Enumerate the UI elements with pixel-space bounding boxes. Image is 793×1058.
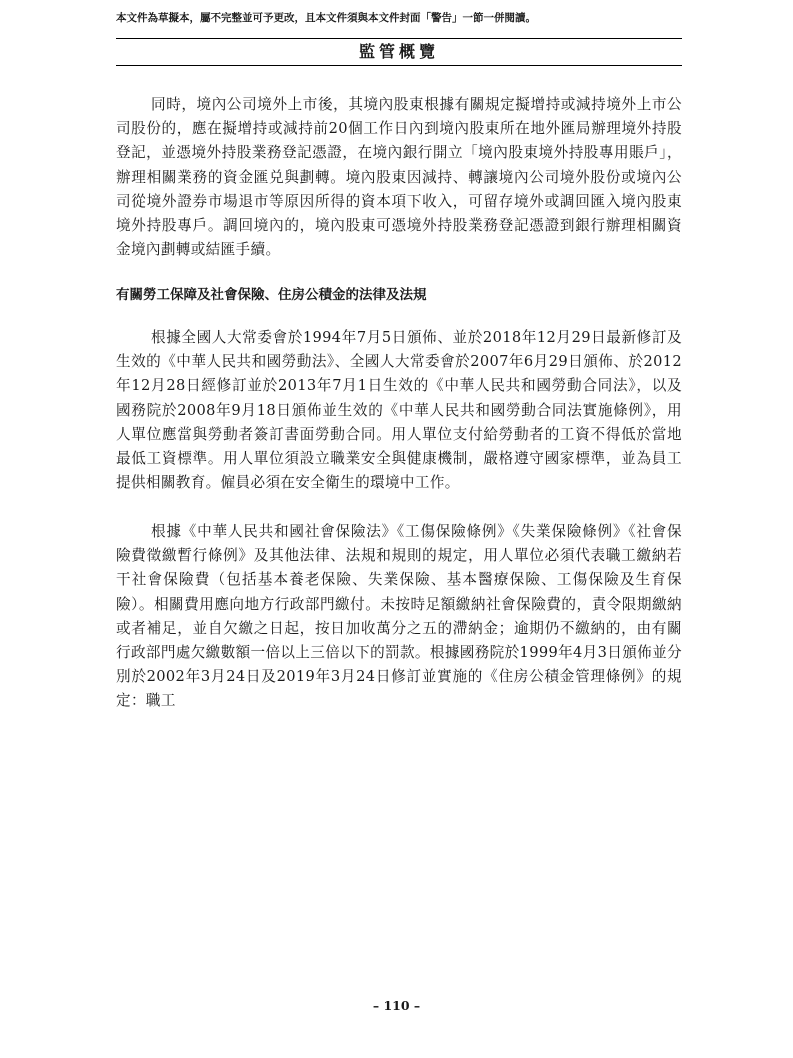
- page-number: – 110 –: [372, 998, 421, 1013]
- body-paragraph: 根據全國人大常委會於1994年7月5日頒佈、並於2018年12月29日最新修訂及生效的《中華人民共和國勞動法》、全國人大常委會於2007年6月29日頒佈、於2012年12月28日經修訂並於2013年7月1日生效的《中華人民共和國勞動合同法》，以及國務院於2008年9月18日頒佈並生效的《中華人民共和國勞動合同法實施條例》，用人單位應當與勞動者簽訂書面勞動合同。用人單位支付給勞動者的工資不得低於當地最低工資標準。用人單位須設立職業安全與健康機制，嚴格遵守國家標準，並為員工提供相關教育。僱員必須在安全衛生的環境中工作。: [116, 329, 682, 492]
- subheading: 有關勞工保障及社會保險、住房公積金的法律及法規: [116, 287, 427, 303]
- body-paragraph: 同時，境內公司境外上市後，其境內股東根據有關規定擬增持或減持境外上市公司股份的，應在擬增持或減持前20個工作日內到境內股東所在地外匯局辦理境外持股登記，並憑境外持股業務登記憑證，在境內銀行開立「境內股東境外持股專用賬戶」，辦理相關業務的資金匯兑與劃轉。境內股東因減持、轉讓境內公司境外股份或境內公司從境外證券市場退市等原因所得的資本項下收入，可留存境外或調回匯入境內股東境外持股專戶。調回境內的，境內股東可憑境外持股業務登記憑證到銀行辦理相關資金境內劃轉或結匯手續。: [116, 96, 682, 259]
- body-paragraph: 根據《中華人民共和國社會保險法》《工傷保險條例》《失業保險條例》《社會保險費徵繳暫行條例》及其他法律、法規和規則的規定，用人單位必須代表職工繳納若干社會保險費（包括基本養老保險、失業保險、基本醫療保險、工傷保險及生育保險）。相關費用應向地方行政部門繳付。未按時足額繳納社會保險費的，責令限期繳納或者補足，並自欠繳之日起，按日加收萬分之五的滯納金；逾期仍不繳納的，由有關行政部門處欠繳數額一倍以上三倍以下的罰款。根據國務院於1999年4月3日頒佈並分別於2002年3月24日及2019年3月24日修訂並實施的《住房公積金管理條例》的規定：職工: [116, 523, 682, 710]
- section-title: 監管概覽: [116, 38, 682, 66]
- draft-warning-notice: 本文件為草擬本，屬不完整並可予更改，且本文件須與本文件封面「警告」一節一併閱讀。: [116, 12, 536, 24]
